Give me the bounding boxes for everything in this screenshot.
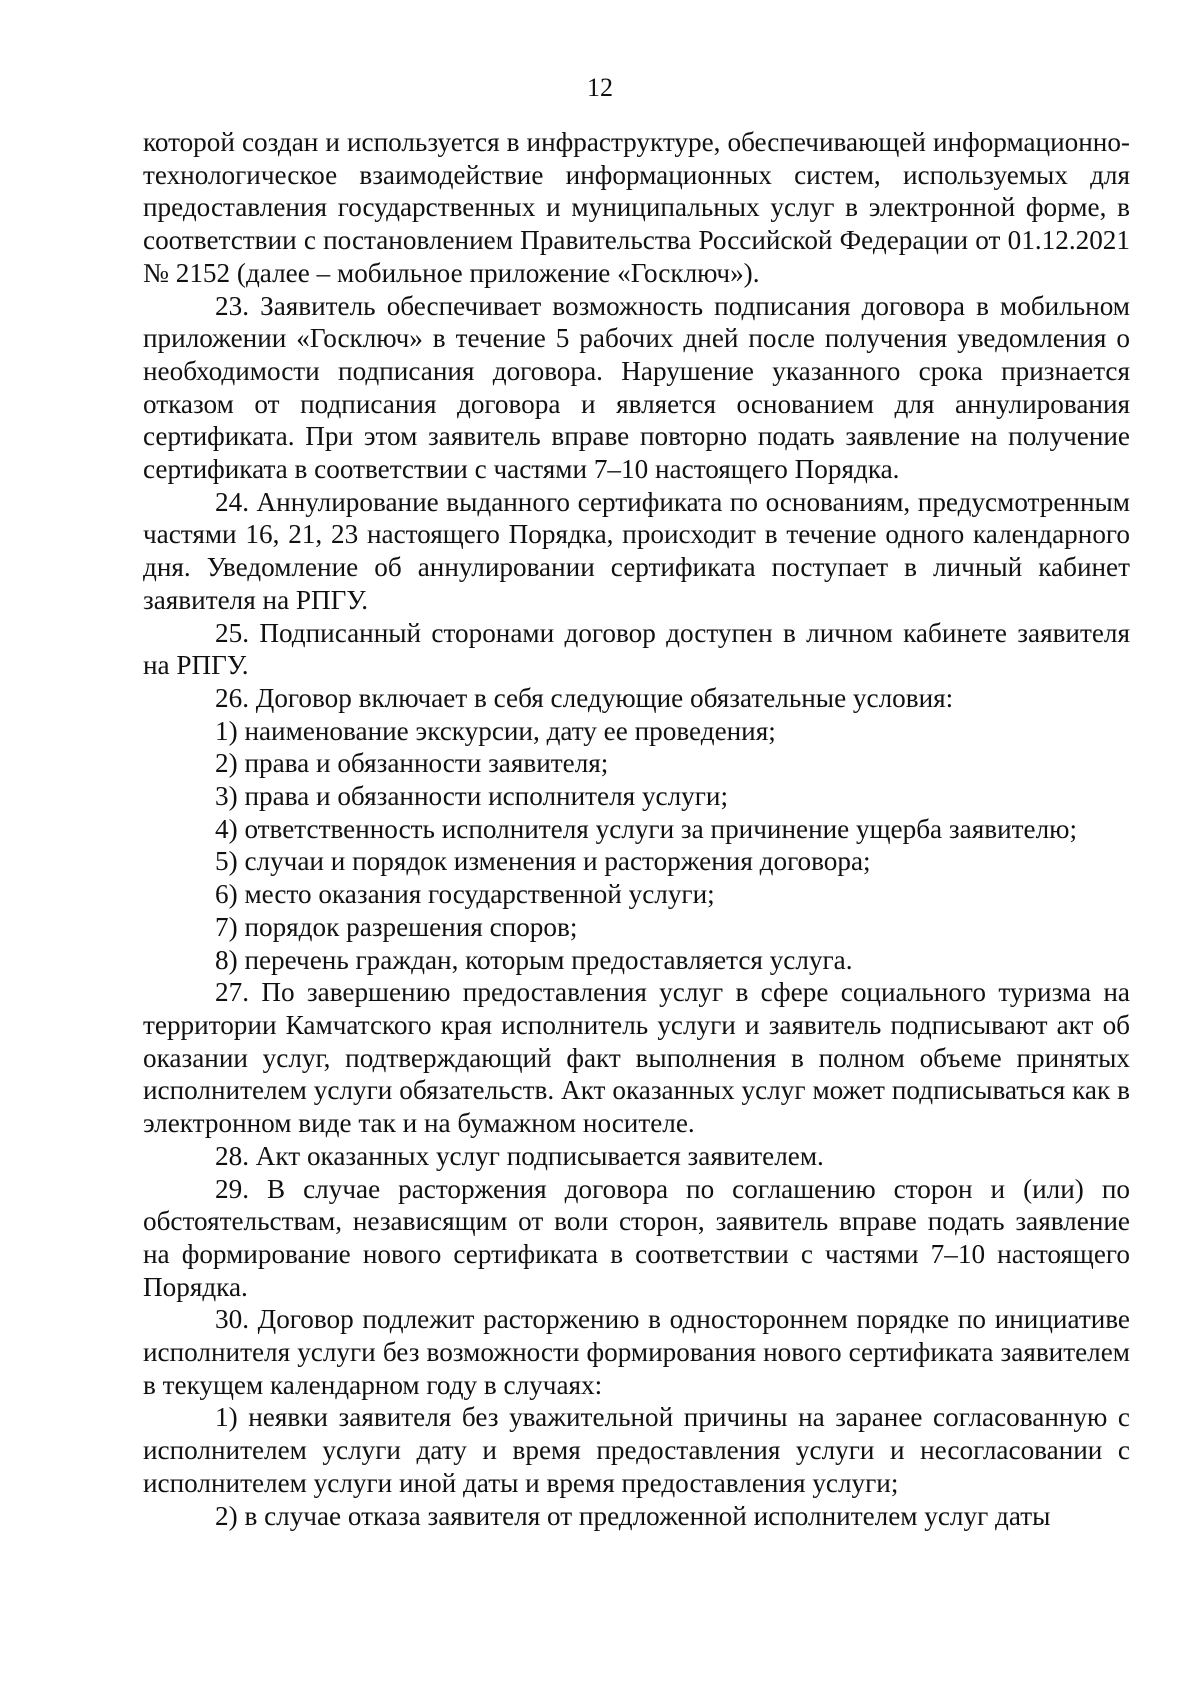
paragraph-29: 29. В случае расторжения договора по соглашению сторон и (или) по обстоятельствам, независящим от воли сторон, заявитель вправе подать заявление на формирование нового сертификата в соответствии с частями 7–10 настоящего Порядка. <box>143 1173 1130 1302</box>
document-body <box>143 126 1130 1532</box>
list-item-26-7: 7) порядок разрешения споров; <box>215 911 578 942</box>
paragraph-23: 23. Заявитель обеспечивает возможность подписания договора в мобильном приложении «Госключ» в течение 5 рабочих дней после получения уведомления о необходимости подписания договора. Нарушение указанного срока признается отказом от подписания договора и является основанием для аннулирования сертификата. При этом заявитель вправе повторно подать заявление на получение сертификата в соответствии с частями 7–10 настоящего Порядка. <box>143 290 1130 485</box>
list-item-26-1: 1) наименование экскурсии, дату ее проведения; <box>215 715 776 746</box>
page-number: 12 <box>587 73 613 102</box>
paragraph-30: 30. Договор подлежит расторжению в одностороннем порядке по инициативе исполнителя услуги без возможности формирования нового сертификата заявителем в текущем календарном году в случаях: <box>143 1304 1130 1400</box>
paragraph-24: 24. Аннулирование выданного сертификата по основаниям, предусмотренным частями 16, 21, 23 настоящего Порядка, происходит в течение одного календарного дня. Уведомление об аннулировании сертификата поступает в личный кабинет заявителя на РПГУ. <box>143 486 1130 615</box>
paragraph-continuation: которой создан и используется в инфраструктуре, обеспечивающей информационно-технологическое взаимодействие информационных систем, используемых для предоставления государственных и муниципальных услуг в электронной форме, в соответствии с постановлением Правительства Российской Федерации от 01.12.2021 № 2152 (далее – мобильное приложение «Госключ»). <box>143 127 1130 288</box>
list-item-30-1: 1) неявки заявителя без уважительной причины на заранее согласованную с исполнителем услуги дату и время предоставления услуги и несогласовании с исполнителем услуги иной даты и время предоставления услуги; <box>143 1402 1130 1498</box>
list-item-26-5: 5) случаи и порядок изменения и расторжения договора; <box>215 846 871 877</box>
list-item-26-2: 2) права и обязанности заявителя; <box>215 748 609 779</box>
list-item-26-6: 6) место оказания государственной услуги; <box>215 879 715 910</box>
paragraph-28: 28. Акт оказанных услуг подписывается заявителем. <box>215 1140 824 1171</box>
list-item-30-2: 2) в случае отказа заявителя от предложенной исполнителем услуг даты <box>215 1500 1051 1531</box>
paragraph-25: 25. Подписанный сторонами договор доступен в личном кабинете заявителя на РПГУ. <box>143 617 1130 681</box>
list-item-26-3: 3) права и обязанности исполнителя услуги; <box>215 781 729 812</box>
paragraph-27: 27. По завершению предоставления услуг в сфере социального туризма на территории Камчатского края исполнитель услуги и заявитель подписывают акт об оказании услуг, подтверждающий факт выполнения в полном объеме принятых исполнителем услуги обязательств. Акт оказанных услуг может подписываться как в электронном виде так и на бумажном носителе. <box>143 977 1130 1139</box>
list-item-26-4: 4) ответственность исполнителя услуги за причинение ущерба заявителю; <box>215 813 1077 844</box>
list-item-26-8: 8) перечень граждан, которым предоставляется услуга. <box>215 944 853 975</box>
paragraph-26: 26. Договор включает в себя следующие обязательные условия: <box>215 682 954 713</box>
